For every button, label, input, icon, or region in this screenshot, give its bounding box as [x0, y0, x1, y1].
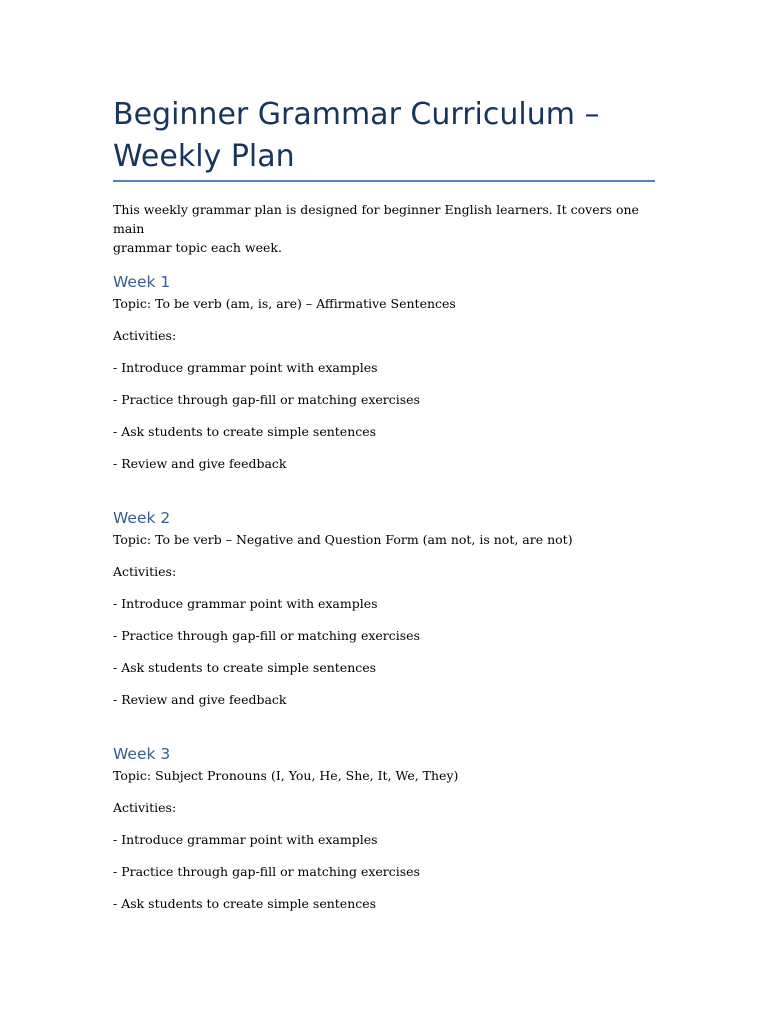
week-topic: Topic: To be verb – Negative and Question Form (am not, is not, are not): [113, 532, 573, 547]
week-heading: Week 3: [113, 745, 171, 763]
activity-item: - Ask students to create simple sentences: [113, 424, 377, 439]
week-section-3: [113, 741, 673, 927]
activity-item: - Introduce grammar point with examples: [113, 360, 378, 375]
intro-line-1: This weekly grammar plan is designed for beginner English learners. It covers one main: [113, 202, 639, 236]
activity-item: - Review and give feedback: [113, 692, 287, 707]
activity-item: - Ask students to create simple sentences: [113, 660, 377, 675]
activities-label: Activities:: [113, 328, 177, 343]
activity-item: - Practice through gap-fill or matching exercises: [113, 392, 420, 407]
activity-item: - Ask students to create simple sentences: [113, 896, 377, 911]
activities-label: Activities:: [113, 564, 177, 579]
week-topic: Topic: Subject Pronouns (I, You, He, She, It, We, They): [113, 768, 459, 783]
title-underline: [113, 180, 655, 182]
activity-item: - Introduce grammar point with examples: [113, 832, 378, 847]
activity-item: - Review and give feedback: [113, 456, 287, 471]
activities-label: Activities:: [113, 800, 177, 815]
week-topic: Topic: To be verb (am, is, are) – Affirmative Sentences: [113, 296, 456, 311]
week-heading: Week 2: [113, 509, 171, 527]
activity-item: - Practice through gap-fill or matching exercises: [113, 864, 420, 879]
intro-line-2: grammar topic each week.: [113, 240, 282, 255]
activity-item: - Introduce grammar point with examples: [113, 596, 378, 611]
week-section-2: [113, 505, 673, 723]
activity-item: - Practice through gap-fill or matching exercises: [113, 628, 420, 643]
intro-paragraph: [113, 200, 653, 257]
week-heading: Week 1: [113, 273, 171, 291]
week-section-1: [113, 269, 673, 487]
title-line-2: Weekly Plan: [113, 139, 295, 174]
title-line-1: Beginner Grammar Curriculum –: [113, 97, 600, 132]
document-title: [113, 94, 673, 178]
